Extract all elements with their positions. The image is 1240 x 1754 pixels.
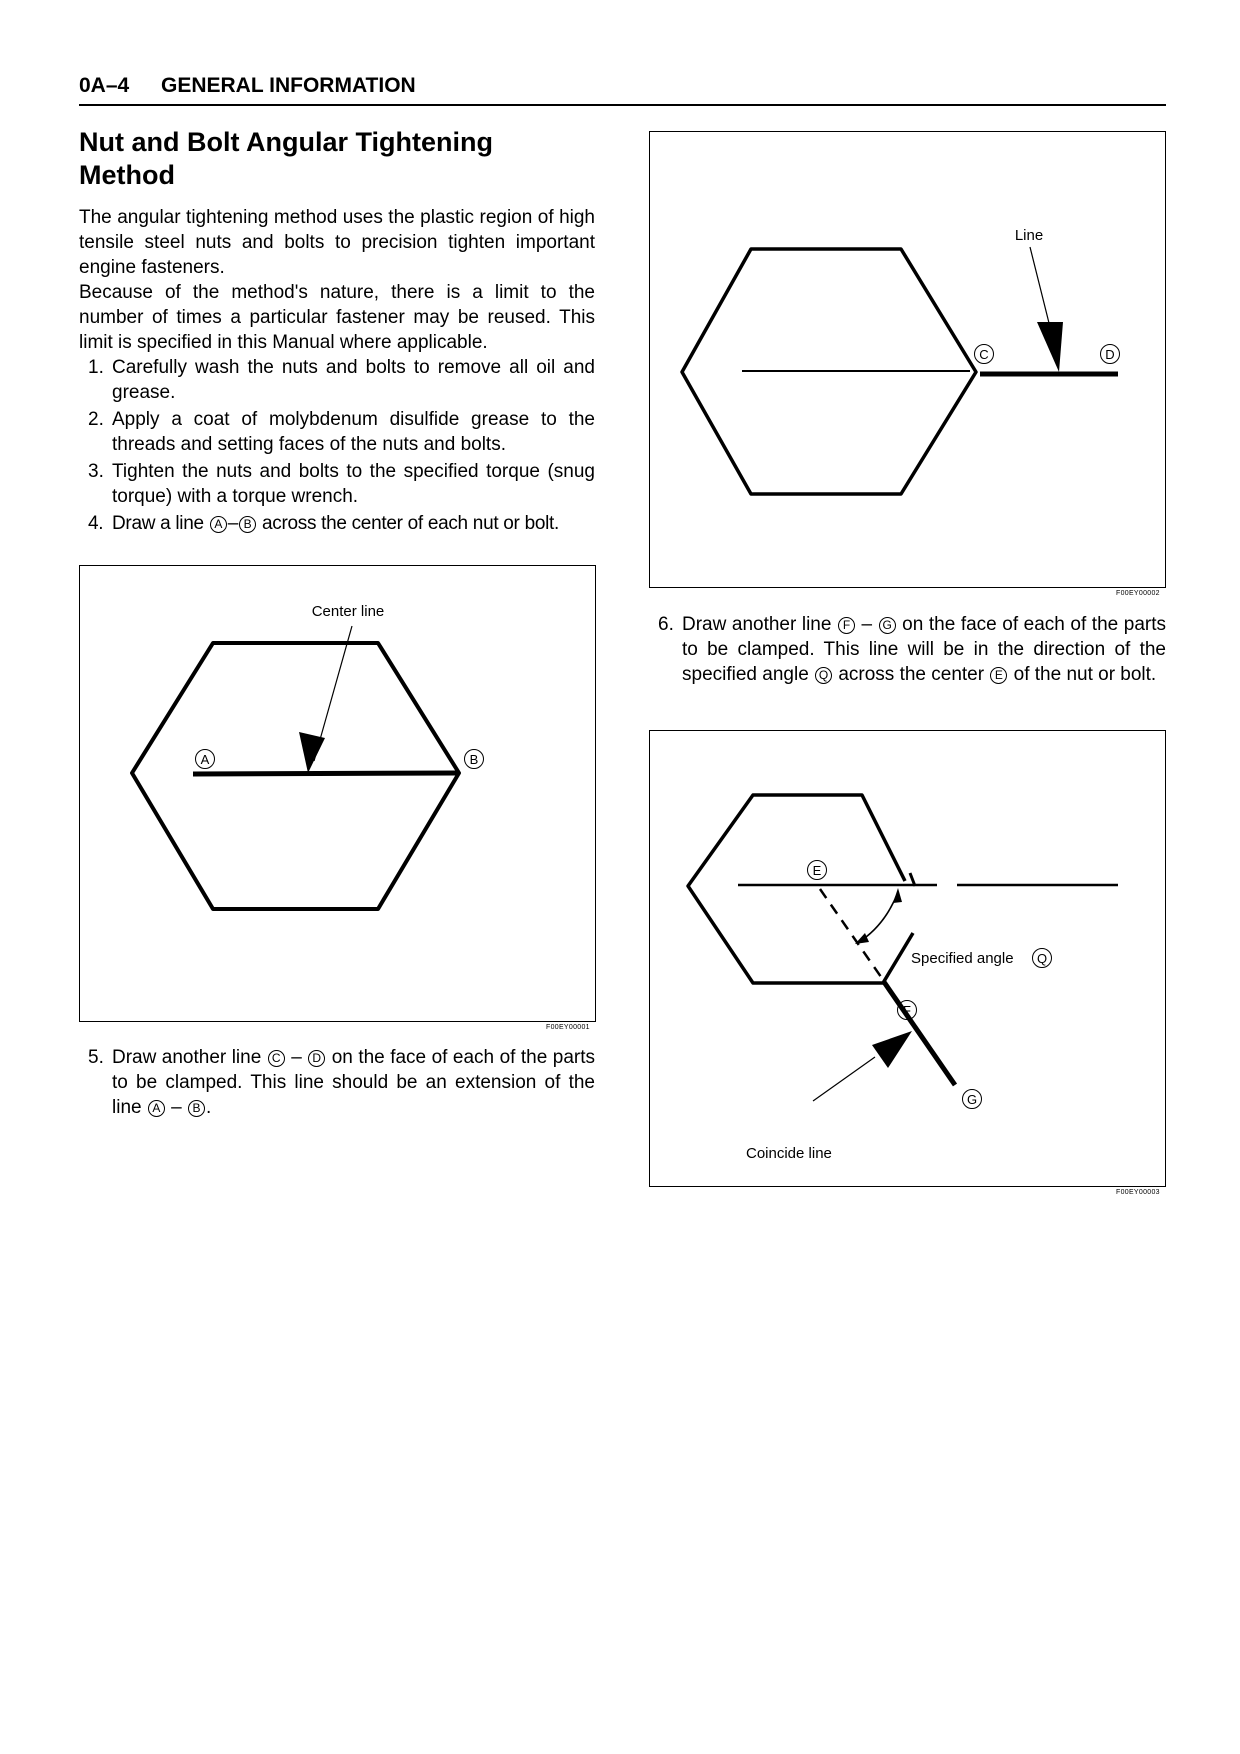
label-center-line: Center line — [311, 603, 385, 620]
step-2: 2. Apply a coat of molybdenum disulfide grease to the threads and setting faces of the nuts and bolts. — [88, 409, 595, 455]
step-6: 6. Draw another line F – G on the face of each of the parts to be clamped. This line will be in the direction of the specified angle Q across the center E of the nut or bolt. — [658, 614, 1166, 685]
intro-paragraph-1: The angular tightening method uses the plastic region of high tensile steel nuts and bolts to precision tighten important engine fasteners. — [79, 207, 595, 278]
label-d: D — [1105, 347, 1115, 362]
step-4: 4. Draw a line A – B across the center of each nut or bolt. — [88, 513, 559, 534]
step-3: 3. Tighten the nuts and bolts to the specified torque (snug torque) with a torque wrench. — [88, 461, 595, 507]
step-1: 1. Carefully wash the nuts and bolts to remove all oil and grease. — [88, 357, 595, 403]
label-e: E — [812, 863, 822, 878]
hex-nut-diagram-2 — [650, 132, 1165, 587]
page-number: 0A–4 — [79, 74, 130, 97]
step-6-block — [649, 612, 1166, 687]
intro-paragraph-2: Because of the method's nature, there is a limit to the number of times a particular fastener may be reused. This limit is specified in this Manual where applicable. — [79, 282, 595, 353]
label-line: Line — [1014, 227, 1044, 244]
label-a: A — [200, 752, 210, 767]
page-title: Nut and Bolt Angular Tightening Method — [79, 127, 493, 190]
label-specified-angle: Specified angle — [911, 950, 1014, 967]
label-f: F — [903, 1003, 911, 1018]
figure-code-2: F00EY00002 — [1116, 590, 1160, 597]
steps-list — [79, 355, 595, 536]
figure-center-line — [79, 565, 596, 1022]
marker-b: B — [239, 516, 256, 533]
figure-code-3: F00EY00003 — [1116, 1189, 1160, 1196]
line-f-g — [884, 982, 955, 1085]
figure-specified-angle — [649, 730, 1166, 1187]
label-g: G — [966, 1092, 978, 1107]
figure-extension-line — [649, 131, 1166, 588]
label-q: Q — [1036, 951, 1048, 966]
step-5: 5. Draw another line C – D on the face of each of the parts to be clamped. This line should be an extension of the line A – B . — [88, 1047, 595, 1118]
label-c: C — [979, 347, 989, 362]
step-5-block — [79, 1045, 595, 1120]
dashed-angle-line — [820, 889, 888, 987]
arrow-head — [299, 732, 325, 773]
left-column — [79, 126, 595, 536]
center-line-a-b — [193, 773, 458, 774]
hex-nut-diagram-1 — [80, 566, 595, 1021]
figure-code-1: F00EY00001 — [546, 1024, 590, 1031]
arrow-head — [1037, 322, 1063, 372]
section-title: GENERAL INFORMATION — [161, 74, 416, 97]
hex-nut-diagram-3 — [650, 731, 1165, 1186]
marker-a: A — [210, 516, 227, 533]
arrow-head — [872, 1031, 912, 1068]
label-coincide-line: Coincide line — [746, 1145, 832, 1162]
label-b: B — [469, 752, 479, 767]
page-header — [79, 72, 1166, 106]
